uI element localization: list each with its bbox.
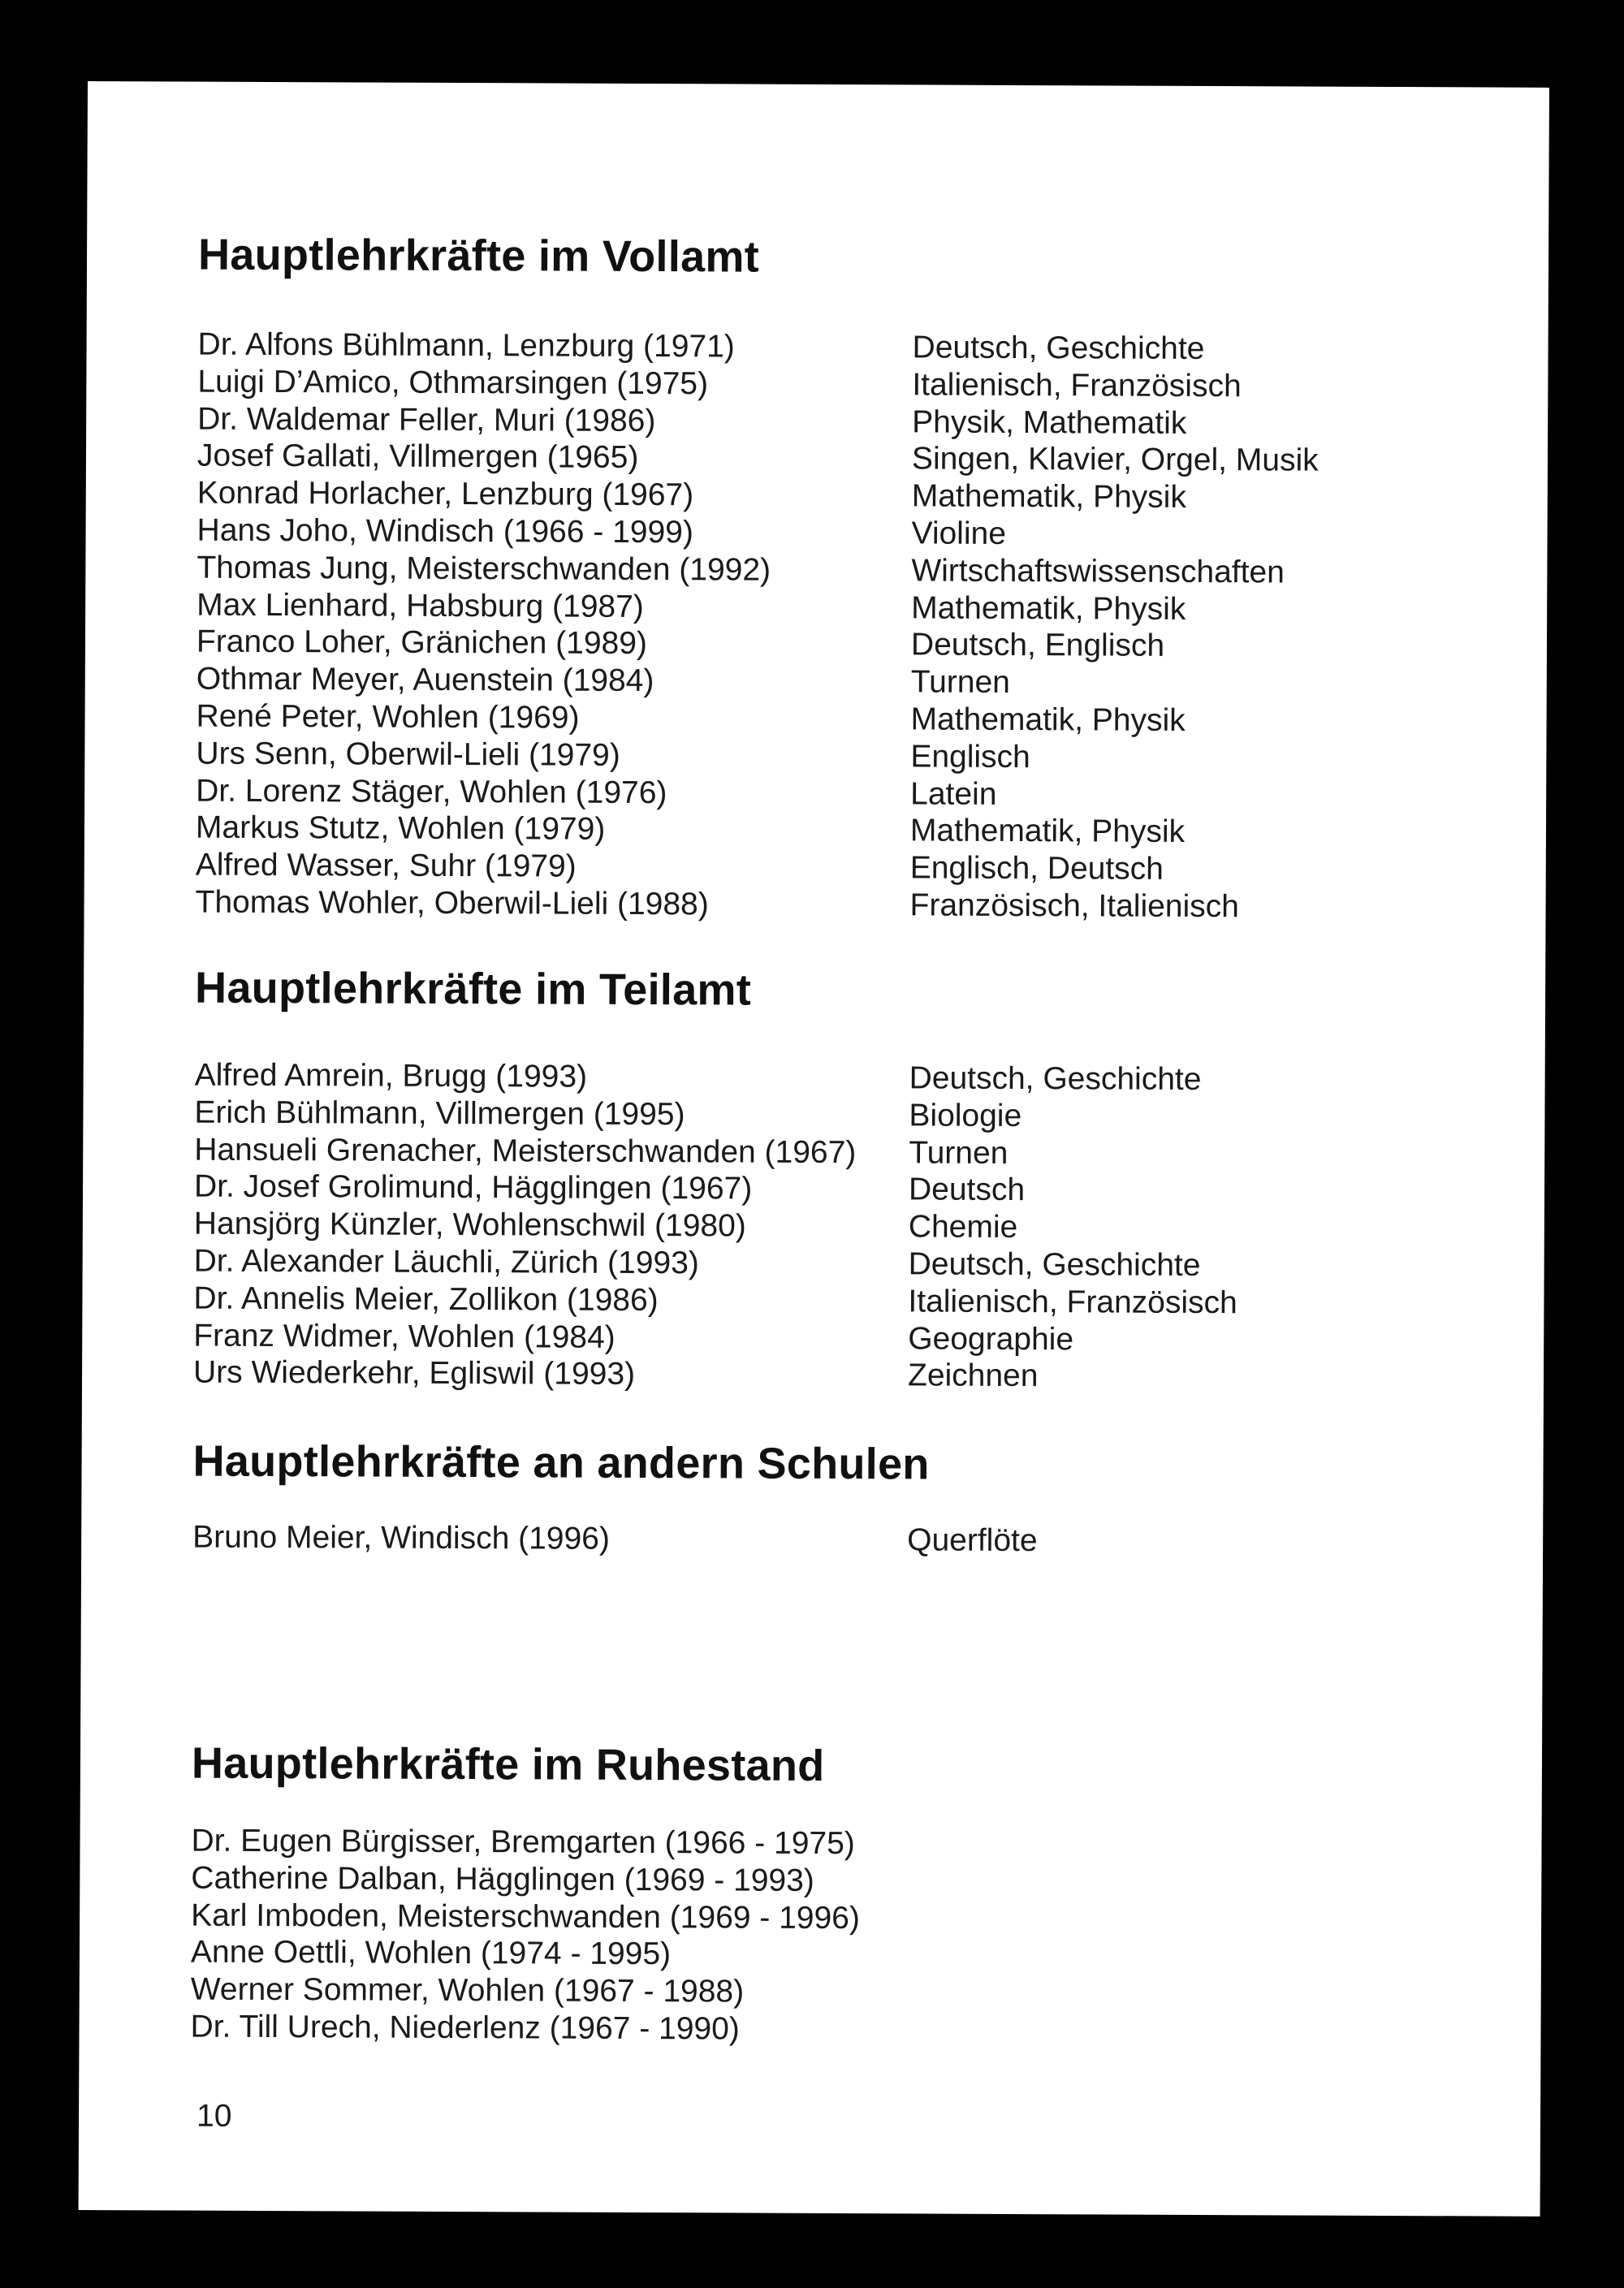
list-item xyxy=(197,512,1463,555)
list-item xyxy=(191,1859,1458,1902)
teacher-subject: Latein xyxy=(910,775,997,812)
teacher-subject: Deutsch xyxy=(908,1172,1026,1208)
teacher-subject: Deutsch, Geschichte xyxy=(909,1060,1202,1097)
teacher-name: Bruno Meier, Windisch (1996) xyxy=(192,1519,611,1556)
list-item xyxy=(196,847,1462,890)
teacher-name: Anne Oettli, Wohlen (1974 - 1995) xyxy=(190,1934,672,1972)
teacher-subject: Wirtschaftswissenschaften xyxy=(911,553,1285,590)
teacher-subject: Deutsch, Englisch xyxy=(910,627,1165,664)
list-item xyxy=(191,1823,1458,1866)
document-page xyxy=(79,81,1549,2217)
teacher-name: Thomas Wohler, Oberwil-Lieli (1988) xyxy=(195,884,709,922)
staff-list xyxy=(195,326,1464,927)
teacher-subject: Chemie xyxy=(908,1209,1018,1245)
list-item xyxy=(195,1057,1462,1100)
list-item xyxy=(197,400,1464,443)
teacher-name: Franco Loher, Gränichen (1989) xyxy=(196,624,648,662)
list-item xyxy=(191,1897,1458,1940)
teacher-name: Hansueli Grenacher, Meisterschwanden (1967) xyxy=(194,1132,857,1170)
section-heading: Hauptlehrkräfte im Ruhestand xyxy=(191,1738,825,1790)
list-item xyxy=(197,326,1464,369)
teacher-name: Hansjörg Künzler, Wohlenschwil (1980) xyxy=(193,1206,746,1244)
teacher-subject: Englisch xyxy=(910,739,1030,775)
list-item xyxy=(196,698,1462,741)
list-item xyxy=(196,809,1462,853)
list-item xyxy=(197,624,1463,667)
teacher-name: Luigi D’Amico, Othmarsingen (1975) xyxy=(197,364,709,402)
page-number: 10 xyxy=(196,2098,232,2134)
list-item xyxy=(193,1317,1460,1360)
teacher-subject: Mathematik, Physik xyxy=(911,478,1186,516)
teacher-name: René Peter, Wohlen (1969) xyxy=(196,698,580,736)
list-item xyxy=(193,1354,1460,1397)
list-item xyxy=(197,363,1464,406)
teacher-name: Dr. Lorenz Stäger, Wohlen (1976) xyxy=(196,773,667,810)
section-heading: Hauptlehrkräfte im Vollamt xyxy=(197,230,760,282)
list-item xyxy=(197,549,1463,592)
section-vollamt xyxy=(195,230,1465,925)
teacher-name: Josef Gallati, Villmergen (1965) xyxy=(197,438,639,476)
teacher-name: Alfred Amrein, Brugg (1993) xyxy=(194,1057,588,1094)
teacher-name: Konrad Horlacher, Lenzburg (1967) xyxy=(197,475,694,513)
teacher-name: Dr. Alexander Läuchli, Zürich (1993) xyxy=(193,1243,699,1281)
list-item xyxy=(196,772,1462,815)
list-item xyxy=(192,1519,1459,1562)
teacher-subject: Deutsch, Geschichte xyxy=(908,1246,1201,1283)
teacher-name: Urs Senn, Oberwil-Lieli (1979) xyxy=(196,736,620,773)
teacher-subject: Querflöte xyxy=(907,1522,1038,1559)
section-heading: Hauptlehrkräfte an andern Schulen xyxy=(192,1436,930,1489)
teacher-name: Urs Wiederkehr, Egliswil (1993) xyxy=(192,1354,636,1392)
teacher-subject: Singen, Klavier, Orgel, Musik xyxy=(911,441,1319,479)
teacher-subject: Italienisch, Französisch xyxy=(908,1284,1237,1320)
list-item xyxy=(194,1094,1461,1137)
list-item xyxy=(194,1206,1461,1249)
teacher-subject: Turnen xyxy=(910,664,1010,701)
teacher-subject: Mathematik, Physik xyxy=(910,702,1186,738)
teacher-name: Dr. Eugen Bürgisser, Bremgarten (1966 - 1975) xyxy=(191,1823,855,1862)
teacher-subject: Englisch, Deutsch xyxy=(909,850,1164,887)
teacher-subject: Biologie xyxy=(909,1098,1022,1133)
list-item xyxy=(190,2009,1457,2052)
teacher-subject: Geographie xyxy=(908,1321,1074,1357)
list-item xyxy=(196,735,1462,778)
teacher-subject: Italienisch, Französisch xyxy=(912,367,1242,404)
teacher-name: Dr. Annelis Meier, Zollikon (1986) xyxy=(193,1280,659,1318)
section-teilamt xyxy=(192,963,1462,1394)
teacher-name: Dr. Till Urech, Niederlenz (1967 - 1990) xyxy=(190,2009,740,2047)
list-item xyxy=(191,1971,1458,2014)
list-item xyxy=(194,1243,1461,1286)
list-item xyxy=(191,1934,1458,1977)
section-heading: Hauptlehrkräfte im Teilamt xyxy=(194,963,752,1015)
teacher-subject: Französisch, Italienisch xyxy=(909,887,1240,925)
teacher-name: Dr. Alfons Bühlmann, Lenzburg (1971) xyxy=(197,326,735,365)
teacher-name: Erich Bühlmann, Villmergen (1995) xyxy=(194,1094,685,1133)
staff-list xyxy=(190,1823,1458,2052)
list-item xyxy=(197,438,1464,481)
teacher-name: Max Lienhard, Habsburg (1987) xyxy=(197,587,644,624)
teacher-name: Dr. Waldemar Feller, Muri (1986) xyxy=(197,401,656,438)
section-ruhestand xyxy=(190,1738,1458,2047)
teacher-name: Franz Widmer, Wohlen (1984) xyxy=(193,1318,615,1355)
teacher-name: Othmar Meyer, Auenstein (1984) xyxy=(196,661,654,699)
teacher-subject: Mathematik, Physik xyxy=(909,813,1186,850)
teacher-subject: Violine xyxy=(911,516,1007,551)
list-item xyxy=(197,661,1463,704)
teacher-name: Karl Imboden, Meisterschwanden (1969 - 1996) xyxy=(191,1897,861,1936)
section-andern-schulen xyxy=(192,1436,1459,1559)
teacher-name: Werner Sommer, Wohlen (1967 - 1988) xyxy=(190,1971,745,2010)
staff-list xyxy=(193,1057,1462,1397)
teacher-name: Hans Joho, Windisch (1966 - 1999) xyxy=(197,512,694,550)
staff-list xyxy=(192,1519,1459,1562)
teacher-subject: Mathematik, Physik xyxy=(911,590,1186,627)
teacher-subject: Turnen xyxy=(909,1135,1009,1171)
teacher-name: Thomas Jung, Meisterschwanden (1992) xyxy=(197,550,771,588)
teacher-name: Dr. Josef Grolimund, Hägglingen (1967) xyxy=(193,1168,753,1207)
list-item xyxy=(197,586,1463,629)
teacher-subject: Physik, Mathematik xyxy=(912,404,1187,441)
list-item xyxy=(194,1168,1461,1211)
teacher-subject: Deutsch, Geschichte xyxy=(912,330,1205,367)
list-item xyxy=(193,1280,1460,1323)
teacher-name: Alfred Wasser, Suhr (1979) xyxy=(195,847,577,884)
teacher-subject: Zeichnen xyxy=(907,1358,1039,1394)
list-item xyxy=(195,884,1462,927)
list-item xyxy=(194,1131,1461,1174)
list-item xyxy=(197,475,1464,518)
teacher-name: Catherine Dalban, Hägglingen (1969 - 1993) xyxy=(191,1860,814,1898)
teacher-name: Markus Stutz, Wohlen (1979) xyxy=(195,809,606,848)
